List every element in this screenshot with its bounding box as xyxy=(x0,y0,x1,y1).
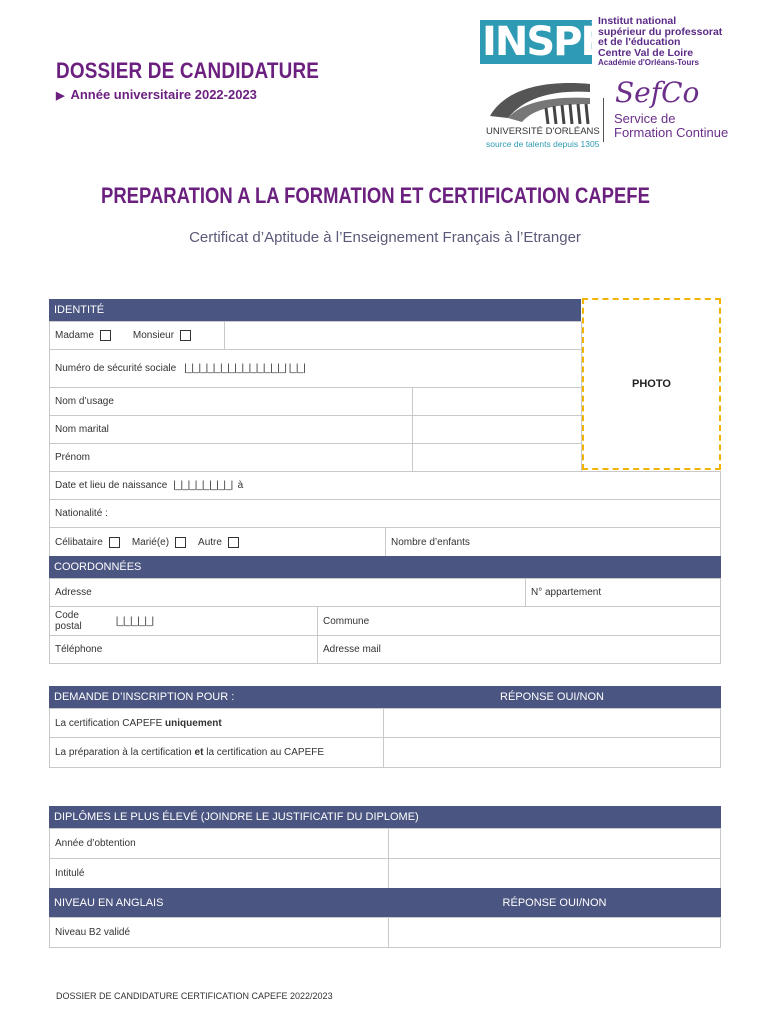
inspe-logo xyxy=(480,16,740,68)
celibataire-checkbox[interactable] xyxy=(109,537,120,548)
demande-header: DEMANDE D’INSCRIPTION POUR : xyxy=(49,686,384,708)
demande-option-1 xyxy=(49,708,384,738)
naissance-cell xyxy=(49,471,721,500)
situation-cell xyxy=(49,527,386,557)
nom-marital-field[interactable] xyxy=(412,415,582,444)
madame-checkbox[interactable] xyxy=(100,330,111,341)
main-title: PREPARATION A LA FORMATION ET CERTIFICATION CAPEFE xyxy=(101,183,650,208)
naissance-boxes[interactable]: |_|_|_|_|_|_|_|_| xyxy=(173,480,233,491)
prenom-label: Prénom xyxy=(55,452,91,463)
triangle-right-icon: ▶ xyxy=(56,90,65,102)
intitule-label: Intitulé xyxy=(55,868,85,879)
code-postal-line: postal xyxy=(55,621,82,632)
code-postal-line: Code xyxy=(55,610,79,621)
niveau-b2-cell xyxy=(49,917,389,948)
inspe-line: et de l'éducation xyxy=(598,36,681,48)
univ-tagline: source de talents depuis 1305 xyxy=(486,139,600,149)
footer: DOSSIER DE CANDIDATURE CERTIFICATION CAPEFE 2022/2023 xyxy=(56,991,333,1001)
naissance-label: Date et lieu de naissance xyxy=(55,480,168,491)
enfants-cell[interactable] xyxy=(385,527,721,557)
dossier-title: DOSSIER DE CANDIDATURE xyxy=(56,58,320,83)
adresse-label: Adresse xyxy=(55,587,92,598)
intitule-field[interactable] xyxy=(388,858,721,889)
option-1-emphasis: uniquement xyxy=(165,717,222,729)
nom-usage-label: Nom d’usage xyxy=(55,396,114,407)
telephone-cell[interactable] xyxy=(49,635,318,664)
anglais-header: NIVEAU EN ANGLAIS xyxy=(49,888,389,918)
demande-reponse-2[interactable] xyxy=(383,737,721,768)
demande-reponse-1[interactable] xyxy=(383,708,721,738)
option-2-emphasis: et xyxy=(194,747,204,758)
code-postal-label xyxy=(55,610,82,632)
civilite-extra-cell xyxy=(224,321,582,350)
monsieur-checkbox[interactable] xyxy=(180,330,191,341)
autre-label: Autre xyxy=(198,536,222,548)
inspe-line: Institut national xyxy=(598,15,677,27)
universite-orleans-logo xyxy=(486,78,606,152)
mail-cell[interactable] xyxy=(317,635,721,664)
appartement-cell[interactable] xyxy=(525,578,721,607)
civilite-cell xyxy=(49,321,225,350)
intitule-cell xyxy=(49,858,389,889)
nom-marital-cell xyxy=(49,415,413,444)
adresse-cell[interactable] xyxy=(49,578,526,607)
annee-universitaire xyxy=(56,87,257,102)
sefco-subtitle xyxy=(614,112,728,140)
enfants-label: Nombre d’enfants xyxy=(391,536,470,548)
madame-label: Madame xyxy=(55,330,94,341)
option-2-text-end: la certification au CAPEFE xyxy=(206,747,325,758)
logo-separator xyxy=(603,98,604,142)
inspe-line: supérieur du professorat xyxy=(598,25,723,38)
prenom-field[interactable] xyxy=(412,443,582,472)
subtitle: Certificat d’Aptitude à l’Enseignement Français à l’Etranger xyxy=(189,229,581,246)
commune-cell[interactable] xyxy=(317,606,721,636)
mail-label: Adresse mail xyxy=(323,644,381,655)
commune-label: Commune xyxy=(323,615,370,627)
nom-marital-label: Nom marital xyxy=(55,424,109,435)
inspe-line: Académie d'Orléans-Tours xyxy=(598,58,699,67)
telephone-label: Téléphone xyxy=(55,644,103,655)
naissance-a: à xyxy=(237,480,244,491)
nationalite-cell[interactable] xyxy=(49,499,721,528)
annee-obtention-cell xyxy=(49,828,389,859)
inspe-logo-lines xyxy=(598,16,722,69)
code-postal-boxes[interactable]: |_|_|_|_|_| xyxy=(115,615,154,627)
secu-label: Numéro de sécurité sociale xyxy=(55,363,177,374)
celibataire-label: Célibataire xyxy=(55,536,103,548)
annee-obtention-label: Année d’obtention xyxy=(55,838,136,849)
monsieur-label: Monsieur xyxy=(132,330,175,341)
photo-label: PHOTO xyxy=(632,378,671,390)
annee-obtention-field[interactable] xyxy=(388,828,721,859)
sefco-sub-line: Service de xyxy=(614,111,676,126)
sefco-logo: SefCo xyxy=(615,76,700,109)
coordonnees-header: COORDONNÉES xyxy=(49,556,721,578)
inspe-line: Centre Val de Loire xyxy=(598,46,694,59)
prenom-cell xyxy=(49,443,413,472)
demande-reponse-header: RÉPONSE OUI/NON xyxy=(383,686,721,708)
diplomes-header: DIPLÔMES LE PLUS ÉLEVÉ (JOINDRE LE JUSTIFICATIF DU DIPLOME) xyxy=(49,806,721,828)
inspe-logo-text: INSPÉ xyxy=(482,19,606,65)
niveau-b2-field[interactable] xyxy=(388,917,721,948)
univ-name: UNIVERSITÉ D'ORLÉANS xyxy=(486,126,600,137)
appartement-label: N° appartement xyxy=(531,587,602,598)
autre-checkbox[interactable] xyxy=(228,537,239,548)
nationalite-label: Nationalité : xyxy=(55,508,108,519)
universite-emblem-icon xyxy=(486,78,596,126)
nom-usage-field[interactable] xyxy=(412,387,582,416)
nom-usage-cell xyxy=(49,387,413,416)
demande-option-2 xyxy=(49,737,384,768)
annee-label: Année universitaire 2022-2023 xyxy=(70,87,257,102)
option-1-text: La certification CAPEFE xyxy=(55,717,163,729)
photo-box[interactable] xyxy=(582,298,721,470)
anglais-reponse-header: RÉPONSE OUI/NON xyxy=(388,888,721,918)
code-postal-cell xyxy=(49,606,318,636)
marie-label: Marié(e) xyxy=(131,536,170,548)
niveau-b2-label: Niveau B2 validé xyxy=(55,927,131,938)
secu-boxes[interactable]: |_|_|_|_|_|_|_|_|_|_|_|_|_|_| |_|_| xyxy=(184,363,306,374)
marie-checkbox[interactable] xyxy=(175,537,186,548)
secu-cell xyxy=(49,349,582,388)
identite-header: IDENTITÉ xyxy=(49,299,581,321)
option-2-text: La préparation à la certification xyxy=(55,747,192,758)
sefco-sub-line: Formation Continue xyxy=(614,125,729,140)
